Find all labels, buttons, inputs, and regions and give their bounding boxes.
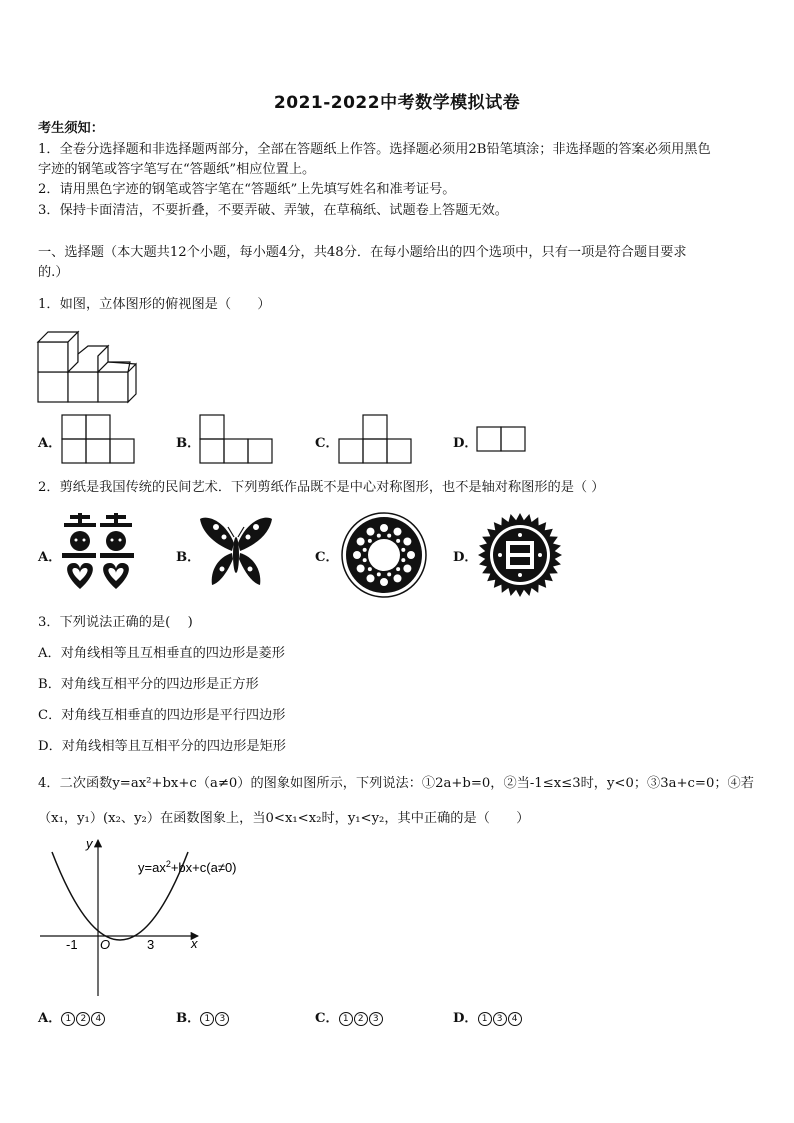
q4-option-c: C． 1 2 3 bbox=[315, 1010, 384, 1028]
q1-option-c-label: C． bbox=[315, 436, 339, 451]
circled-number: 3 bbox=[215, 1012, 229, 1026]
q3-option-c: C．对角线互相垂直的四边形是平行四边形 bbox=[38, 708, 286, 723]
root-left-label: -1 bbox=[66, 937, 78, 952]
q4-option-a: A． 1 2 4 bbox=[38, 1010, 106, 1028]
q4-option-d: D． 1 3 4 bbox=[453, 1010, 523, 1028]
notice-line-2: 字迹的钢笔或答字笔写在“答题纸”相应位置上。 bbox=[38, 162, 316, 177]
circled-number: 3 bbox=[493, 1012, 507, 1026]
notice-line-3: 2．请用黑色字迹的钢笔或答字笔在“答题纸”上先填写姓名和准考证号。 bbox=[38, 182, 456, 197]
circled-number: 1 bbox=[478, 1012, 492, 1026]
circled-number: 1 bbox=[61, 1012, 75, 1026]
q1-solid-figure bbox=[36, 330, 140, 406]
q2-option-d-label: D． bbox=[453, 550, 478, 565]
circled-number: 2 bbox=[354, 1012, 368, 1026]
q2-butterfly-papercut bbox=[198, 513, 274, 591]
notice-line-4: 3．保持卡面清洁，不要折叠，不要弄破、弄皱，在草稿纸、试题卷上答题无效。 bbox=[38, 203, 508, 218]
q1-option-b-label: B． bbox=[176, 436, 201, 451]
circled-number: 3 bbox=[369, 1012, 383, 1026]
circled-number: 1 bbox=[200, 1012, 214, 1026]
notice-heading: 考生须知： bbox=[38, 121, 104, 136]
q2-stem: 2．剪纸是我国传统的民间艺术．下列剪纸作品既不是中心对称图形，也不是轴对称图形的是（ ） bbox=[38, 480, 605, 495]
q1-option-a-figure bbox=[61, 414, 137, 466]
circled-number: 4 bbox=[91, 1012, 105, 1026]
q1-stem: 1．如图，立体图形的俯视图是（ ） bbox=[38, 297, 271, 312]
q3-stem: 3．下列说法正确的是( ) bbox=[38, 615, 193, 630]
q2-ring-flower-papercut bbox=[340, 511, 428, 599]
y-axis-label: y bbox=[86, 836, 93, 851]
q1-option-d-label: D． bbox=[453, 436, 478, 451]
q1-option-b-figure bbox=[199, 414, 275, 466]
q2-option-b-label: B． bbox=[176, 550, 201, 565]
section-heading-line-1: 一、选择题（本大题共12个小题，每小题4分，共48分．在每小题给出的四个选项中，只有一项是符合题目要求 bbox=[38, 245, 687, 260]
q2-sun-papercut bbox=[476, 511, 564, 599]
section-heading-line-2: 的.） bbox=[38, 265, 69, 280]
q1-option-d-figure bbox=[476, 426, 528, 454]
exam-title: 2021-2022中考数学模拟试卷 bbox=[273, 93, 521, 113]
q4-option-b: B． 1 3 bbox=[176, 1010, 230, 1028]
origin-label: O bbox=[100, 937, 111, 952]
q2-option-c-label: C． bbox=[315, 550, 339, 565]
q4-parabola-graph bbox=[36, 836, 260, 1002]
circled-number: 1 bbox=[339, 1012, 353, 1026]
function-equation: $y=ax^2+bx+c(a\ne 0)$ bbox=[138, 859, 237, 875]
q1-option-c-figure bbox=[338, 414, 414, 466]
circled-number: 2 bbox=[76, 1012, 90, 1026]
notice-line-1: 1．全卷分选择题和非选择题两部分，全部在答题纸上作答。选择题必须用2B铅笔填涂；非选择题的答案必须用黑色 bbox=[38, 142, 711, 157]
q2-option-a-label: A． bbox=[38, 550, 62, 565]
circled-number: 4 bbox=[508, 1012, 522, 1026]
q3-option-d: D．对角线相等且互相平分的四边形是矩形 bbox=[38, 739, 286, 754]
q4-stem-line-2: （x₁，y₁）(x₂、y₂）在函数图象上，当0<x₁<x₂时，y₁<y₂，其中正确的是（ ） bbox=[38, 811, 530, 826]
q4-stem-line-1: 4．二次函数y=ax²+bx+c（a≠0）的图象如图所示，下列说法：①2a+b=0，②当-1≤x≤3时，y<0；③3a+c=0；④若 bbox=[38, 776, 754, 791]
q1-option-a-label: A． bbox=[38, 436, 62, 451]
root-right-label: 3 bbox=[147, 937, 155, 952]
x-axis-label: x bbox=[191, 936, 198, 951]
q3-option-a: A．对角线相等且互相垂直的四边形是菱形 bbox=[38, 646, 285, 661]
q2-double-happiness-papercut bbox=[62, 513, 134, 591]
q3-option-b: B．对角线互相平分的四边形是正方形 bbox=[38, 677, 259, 692]
